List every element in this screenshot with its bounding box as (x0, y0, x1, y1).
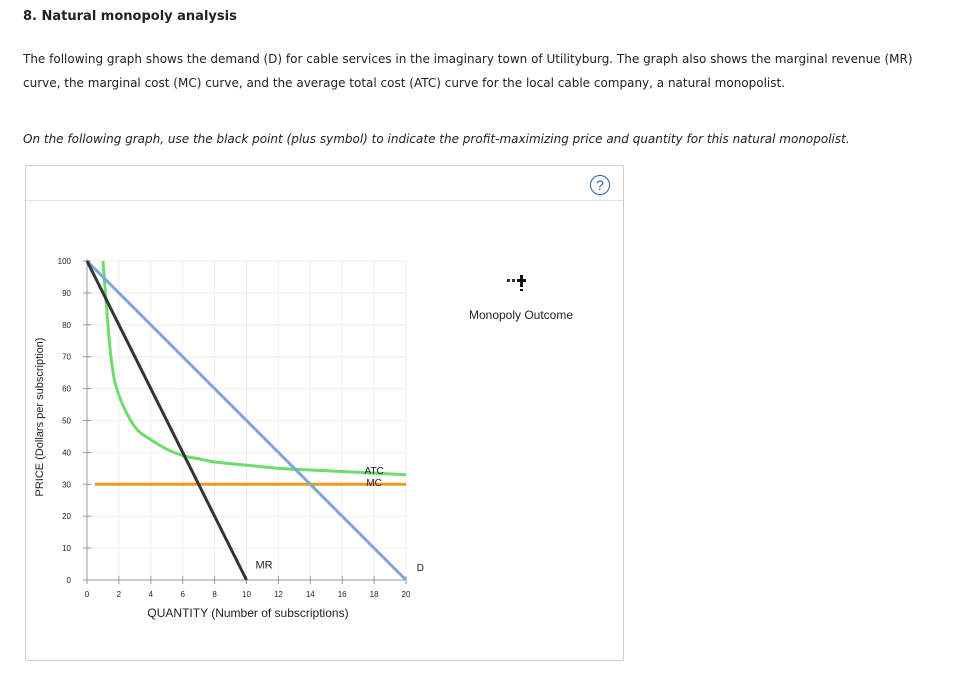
y-tick-label: 50 (62, 416, 71, 426)
y-tick-label: 0 (66, 576, 71, 585)
y-tick-label: 70 (62, 352, 71, 362)
tool-dot-1 (507, 279, 510, 282)
help-button[interactable]: ? (590, 175, 610, 195)
monopoly-chart (26, 166, 623, 660)
tool-label: Monopoly Outcome (468, 308, 574, 322)
label-atc: ATC (364, 465, 384, 477)
plus-point-icon[interactable] (517, 275, 526, 291)
x-tick-label: 10 (242, 590, 251, 599)
x-tick-label: 2 (116, 590, 122, 599)
x-tick-label: 4 (148, 590, 154, 599)
label-d: D (416, 563, 424, 575)
x-tick-label: 8 (212, 590, 217, 599)
label-mc: MC (366, 477, 382, 489)
y-axis-title: PRICE (Dollars per subscription) (34, 337, 46, 497)
x-tick-label: 18 (369, 590, 379, 599)
tool-dot-2 (512, 279, 515, 282)
monopoly-outcome-tool[interactable] (507, 275, 526, 291)
y-tick-label: 90 (62, 288, 71, 298)
x-tick-label: 16 (337, 590, 347, 599)
y-tick-label: 60 (62, 384, 71, 394)
x-tick-label: 6 (180, 590, 185, 599)
y-tick-label: 30 (62, 480, 71, 490)
question-instruction: On the following graph, use the black point (plus symbol) to indicate the profit-maximizing price and quantity for this natural monopolist. (23, 132, 850, 146)
question-title: 8. Natural monopoly analysis (23, 9, 237, 24)
x-tick-label: 12 (273, 590, 283, 599)
x-axis-title: QUANTITY (Number of subscriptions) (147, 606, 349, 620)
graph-panel (25, 165, 624, 661)
x-tick-label: 0 (84, 590, 90, 599)
label-mr: MR (255, 559, 273, 572)
y-tick-label: 100 (57, 257, 71, 266)
y-tick-label: 20 (62, 512, 71, 522)
y-tick-label: 40 (62, 448, 71, 458)
x-tick-label: 20 (401, 590, 411, 599)
y-tick-label: 80 (62, 320, 71, 330)
question-description: The following graph shows the demand (D) for cable services in the imaginary town of Utilityburg. The graph also shows the marginal revenue (MR) curve, the marginal cost (MC) curve, and the average total cost (ATC) curve for the local cable company, a natural monopolist. (23, 52, 913, 90)
x-tick-label: 14 (305, 590, 315, 599)
y-tick-label: 10 (62, 544, 71, 554)
